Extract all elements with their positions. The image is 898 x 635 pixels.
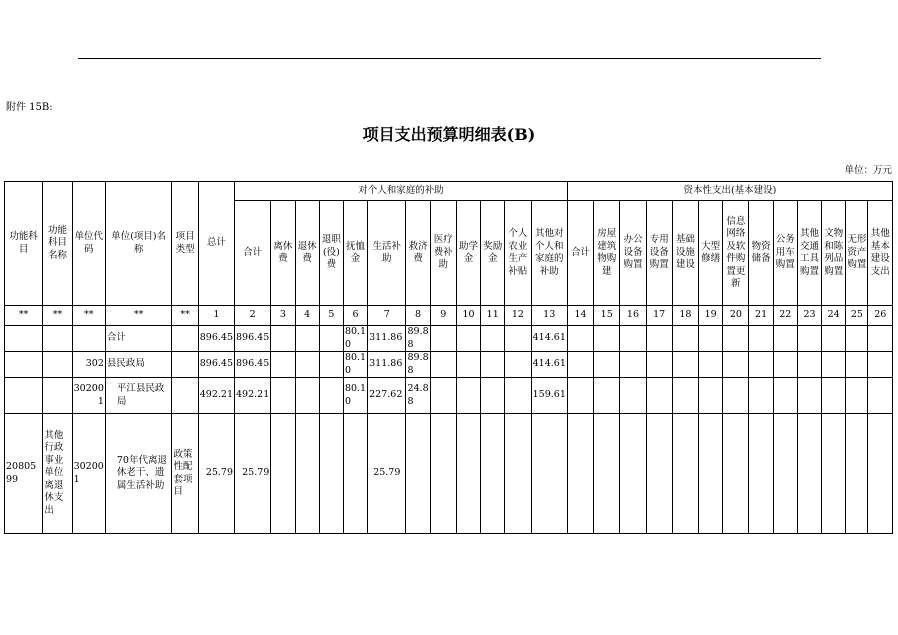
cell-pension — [343, 414, 367, 534]
index-cell: 16 — [620, 306, 646, 326]
cell-personal-total: 896.45 — [235, 352, 271, 378]
cell-func-code — [5, 326, 43, 352]
index-cell: 5 — [319, 306, 343, 326]
header-personal-col: 退职(役)费 — [319, 201, 343, 306]
header-personal-col: 生活补助 — [368, 201, 406, 306]
cell-project-type — [172, 378, 198, 414]
table-row — [5, 352, 893, 378]
top-rule — [78, 58, 821, 59]
cell-unit-code: 302001 — [72, 378, 105, 414]
cell-unit-code: 302001 — [72, 414, 105, 534]
cell-other-personal: 414.61 — [531, 352, 567, 378]
header-unit-code: 单位代码 — [72, 182, 105, 306]
index-cell: 1 — [198, 306, 234, 326]
cell-living-subsidy: 311.86 — [368, 352, 406, 378]
cell-func-code — [5, 378, 43, 414]
header-capital-col: 其他交通工具购置 — [797, 201, 821, 306]
index-cell: 2 — [235, 306, 271, 326]
page-title: 项目支出预算明细表(B) — [362, 125, 536, 144]
table-row — [5, 414, 893, 534]
cell-personal-total: 492.21 — [235, 378, 271, 414]
header-group-capital: 资本性支出(基本建设) — [567, 182, 892, 201]
index-cell: ** — [5, 306, 43, 326]
header-capital-col: 信息网络及软件购置更新 — [723, 201, 749, 306]
table-row — [5, 378, 893, 414]
header-capital-col: 其他基本建设支出 — [868, 201, 893, 306]
cell-personal-total: 25.79 — [235, 414, 271, 534]
index-cell: 7 — [368, 306, 406, 326]
cell-total: 25.79 — [198, 414, 234, 534]
unit-label: 单位：万元 — [844, 165, 892, 176]
index-cell: 19 — [699, 306, 723, 326]
cell-func-name — [43, 352, 72, 378]
index-cell: 6 — [343, 306, 367, 326]
cell-func-code — [5, 352, 43, 378]
cell-unit-name: 合计 — [105, 326, 172, 352]
cell-living-subsidy: 311.86 — [368, 326, 406, 352]
header-capital-col: 房屋建筑物购建 — [594, 201, 620, 306]
cell-project-type — [172, 326, 198, 352]
cell-personal-total: 896.45 — [235, 326, 271, 352]
cell-unit-name: 县民政局 — [105, 352, 172, 378]
index-cell: 17 — [646, 306, 672, 326]
index-cell: 13 — [531, 306, 567, 326]
index-cell: 15 — [594, 306, 620, 326]
budget-table — [4, 181, 893, 534]
header-capital-col: 基础设施建设 — [672, 201, 698, 306]
cell-pension: 80.10 — [344, 352, 367, 376]
header-row-groups — [5, 182, 893, 201]
header-capital-col: 无形资产购置 — [846, 201, 868, 306]
header-func-code: 功能科目 — [5, 182, 43, 306]
cell-func-name: 其他行政事业单位离退休支出 — [43, 414, 72, 534]
cell-other-personal — [531, 414, 567, 534]
header-capital-col: 公务用车购置 — [773, 201, 797, 306]
index-cell: 10 — [456, 306, 480, 326]
cell-relief — [406, 414, 430, 534]
index-cell: 12 — [505, 306, 531, 326]
header-personal-col: 离休费 — [271, 201, 295, 306]
cell-project-type: 政策性配套项目 — [172, 414, 198, 534]
index-cell: 9 — [430, 306, 456, 326]
cell-total: 492.21 — [198, 378, 234, 414]
header-func-name: 功能科目名称 — [43, 182, 72, 306]
index-cell: ** — [72, 306, 105, 326]
cell-other-personal: 159.61 — [531, 378, 567, 414]
header-project-type: 项目类型 — [172, 182, 198, 306]
cell-total: 896.45 — [198, 352, 234, 378]
header-capital-col: 办公设备购置 — [620, 201, 646, 306]
header-personal-col: 其他对个人和家庭的补助 — [531, 201, 567, 306]
index-cell: 23 — [797, 306, 821, 326]
index-cell: 26 — [868, 306, 893, 326]
index-cell: 3 — [271, 306, 295, 326]
header-capital-col: 大型修缮 — [699, 201, 723, 306]
index-cell: ** — [105, 306, 172, 326]
cell-relief: 89.88 — [407, 326, 429, 350]
cell-func-code: 2080599 — [5, 414, 43, 534]
header-capital-col: 文物和陈列品购置 — [822, 201, 846, 306]
header-personal-col: 合计 — [235, 201, 271, 306]
cell-living-subsidy: 227.62 — [368, 378, 406, 414]
header-personal-col: 个人农业生产补贴 — [505, 201, 531, 306]
index-cell: 8 — [406, 306, 430, 326]
index-cell: 4 — [295, 306, 319, 326]
index-cell: ** — [43, 306, 72, 326]
cell-unit-code: 302 — [72, 352, 105, 378]
cell-pension: 80.10 — [343, 378, 367, 414]
header-unit-name: 单位(项目)名称 — [105, 182, 172, 306]
cell-unit-name: 70年代离退休老干、遗属生活补助 — [105, 414, 172, 534]
index-cell: 14 — [567, 306, 593, 326]
attachment-label: 附件 15B: — [6, 102, 53, 113]
cell-unit-code — [72, 326, 105, 352]
cell-unit-name: 平江县民政局 — [105, 378, 172, 414]
cell-other-personal: 414.61 — [531, 326, 567, 352]
index-cell: 21 — [749, 306, 773, 326]
index-cell: 24 — [822, 306, 846, 326]
index-cell: ** — [172, 306, 198, 326]
header-personal-col: 抚恤金 — [343, 201, 367, 306]
header-personal-col: 救济费 — [406, 201, 430, 306]
cell-pension: 80.10 — [344, 326, 367, 350]
cell-relief: 89.88 — [407, 352, 429, 376]
header-group-personal: 对个人和家庭的补助 — [235, 182, 568, 201]
header-personal-col: 奖励金 — [481, 201, 505, 306]
header-total: 总计 — [198, 182, 234, 306]
cell-total: 896.45 — [198, 326, 234, 352]
index-row — [5, 306, 893, 326]
cell-project-type — [172, 352, 198, 378]
cell-func-name — [43, 326, 72, 352]
header-personal-col: 助学金 — [456, 201, 480, 306]
index-cell: 22 — [773, 306, 797, 326]
cell-relief: 24.88 — [406, 378, 430, 414]
cell-func-name — [43, 378, 72, 414]
cell-living-subsidy: 25.79 — [368, 414, 406, 534]
index-cell: 18 — [672, 306, 698, 326]
header-personal-col: 退休费 — [295, 201, 319, 306]
header-personal-col: 医疗费补助 — [430, 201, 456, 306]
index-cell: 11 — [481, 306, 505, 326]
table-row — [5, 326, 893, 352]
index-cell: 20 — [723, 306, 749, 326]
index-cell: 25 — [846, 306, 868, 326]
header-capital-col: 物资储备 — [749, 201, 773, 306]
header-capital-col: 合计 — [567, 201, 593, 306]
header-capital-col: 专用设备购置 — [646, 201, 672, 306]
